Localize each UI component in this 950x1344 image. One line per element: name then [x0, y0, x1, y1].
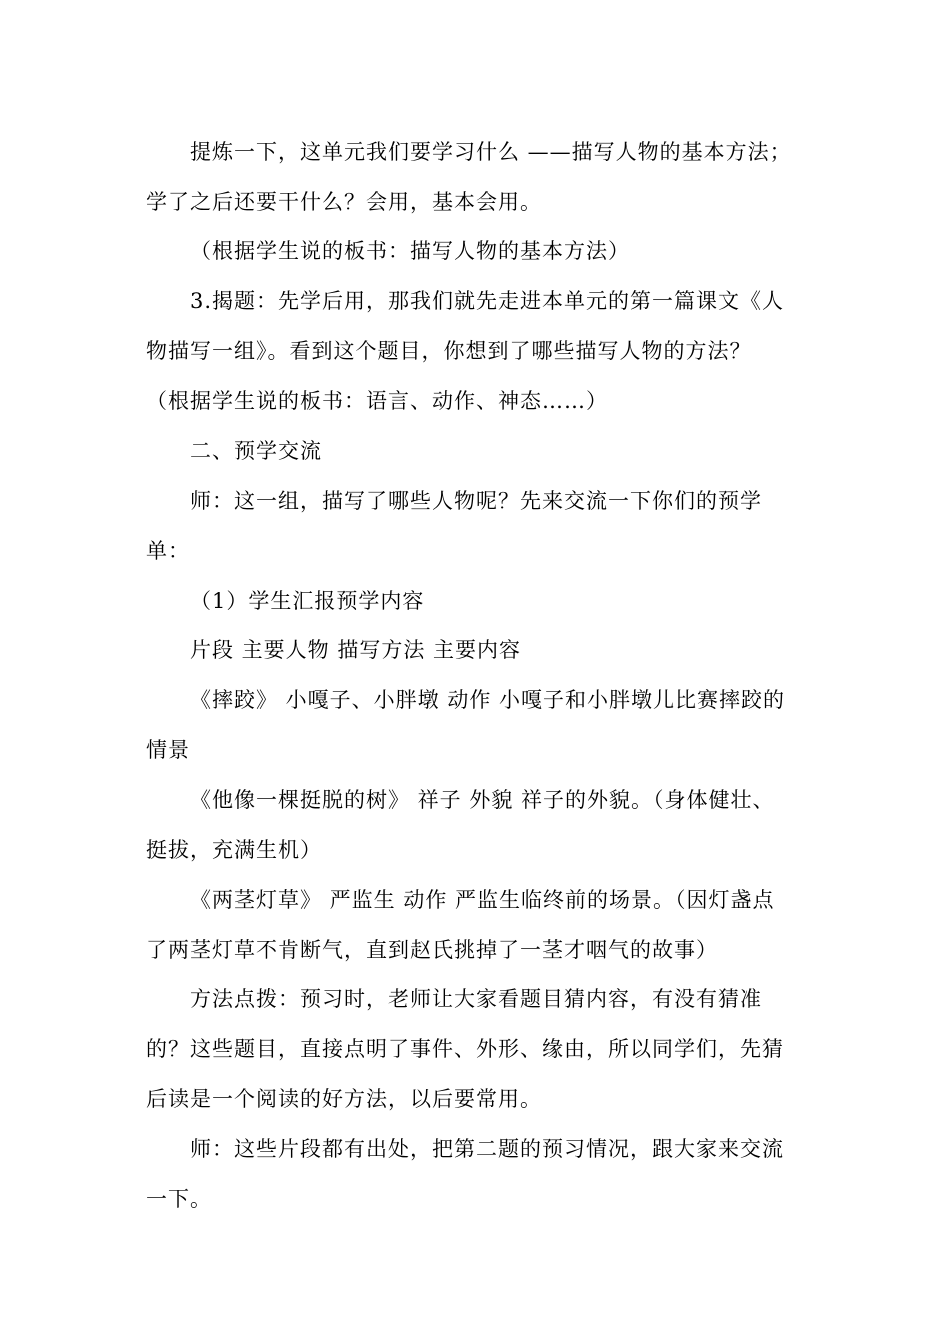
text-line: 提炼一下，这单元我们要学习什么 ——描写人物的基本方法； [190, 140, 792, 164]
text-line: （1）学生汇报预学内容 [190, 589, 425, 613]
section-heading: 二、预学交流 [190, 439, 322, 463]
text-line: 后读是一个阅读的好方法，以后要常用。 [146, 1087, 542, 1111]
text-line: 学了之后还要干什么？会用，基本会用。 [146, 190, 542, 214]
text-line: 了两茎灯草不肯断气，直到赵氏挑掉了一茎才咽气的故事） [146, 938, 718, 962]
text-line: 方法点拨：预习时，老师让大家看题目猜内容，有没有猜准 [190, 987, 762, 1011]
text-line: 单： [146, 539, 190, 563]
text-line: 《他像一棵挺脱的树》 祥子 外貌 祥子的外貌。（身体健壮、 [190, 788, 775, 812]
text-line: 《摔跤》 小嘎子、小胖墩 动作 小嘎子和小胖墩儿比赛摔跤的 [190, 688, 786, 712]
text-line: 物描写一组》。看到这个题目，你想到了哪些描写人物的方法？ [146, 339, 752, 363]
text-line: 师：这些片段都有出处，把第二题的预习情况，跟大家来交流 [190, 1137, 784, 1161]
text-line: 挺拔，充满生机） [146, 838, 322, 862]
text-line: 3.揭题：先学后用，那我们就先走进本单元的第一篇课文《人 [190, 289, 785, 313]
text-line: 的？这些题目，直接点明了事件、外形、缘由，所以同学们，先猜 [146, 1037, 784, 1061]
text-line: 《两茎灯草》 严监生 动作 严监生临终前的场景。（因灯盏点 [190, 888, 775, 912]
table-header-line: 片段 主要人物 描写方法 主要内容 [190, 638, 522, 662]
text-line: 一下。 [146, 1187, 212, 1211]
text-line: （根据学生说的板书：语言、动作、神态……） [146, 389, 608, 413]
text-line: 情景 [146, 738, 190, 762]
text-line: 师：这一组，描写了哪些人物呢？先来交流一下你们的预学 [190, 489, 762, 513]
text-line: （根据学生说的板书：描写人物的基本方法） [190, 239, 630, 263]
